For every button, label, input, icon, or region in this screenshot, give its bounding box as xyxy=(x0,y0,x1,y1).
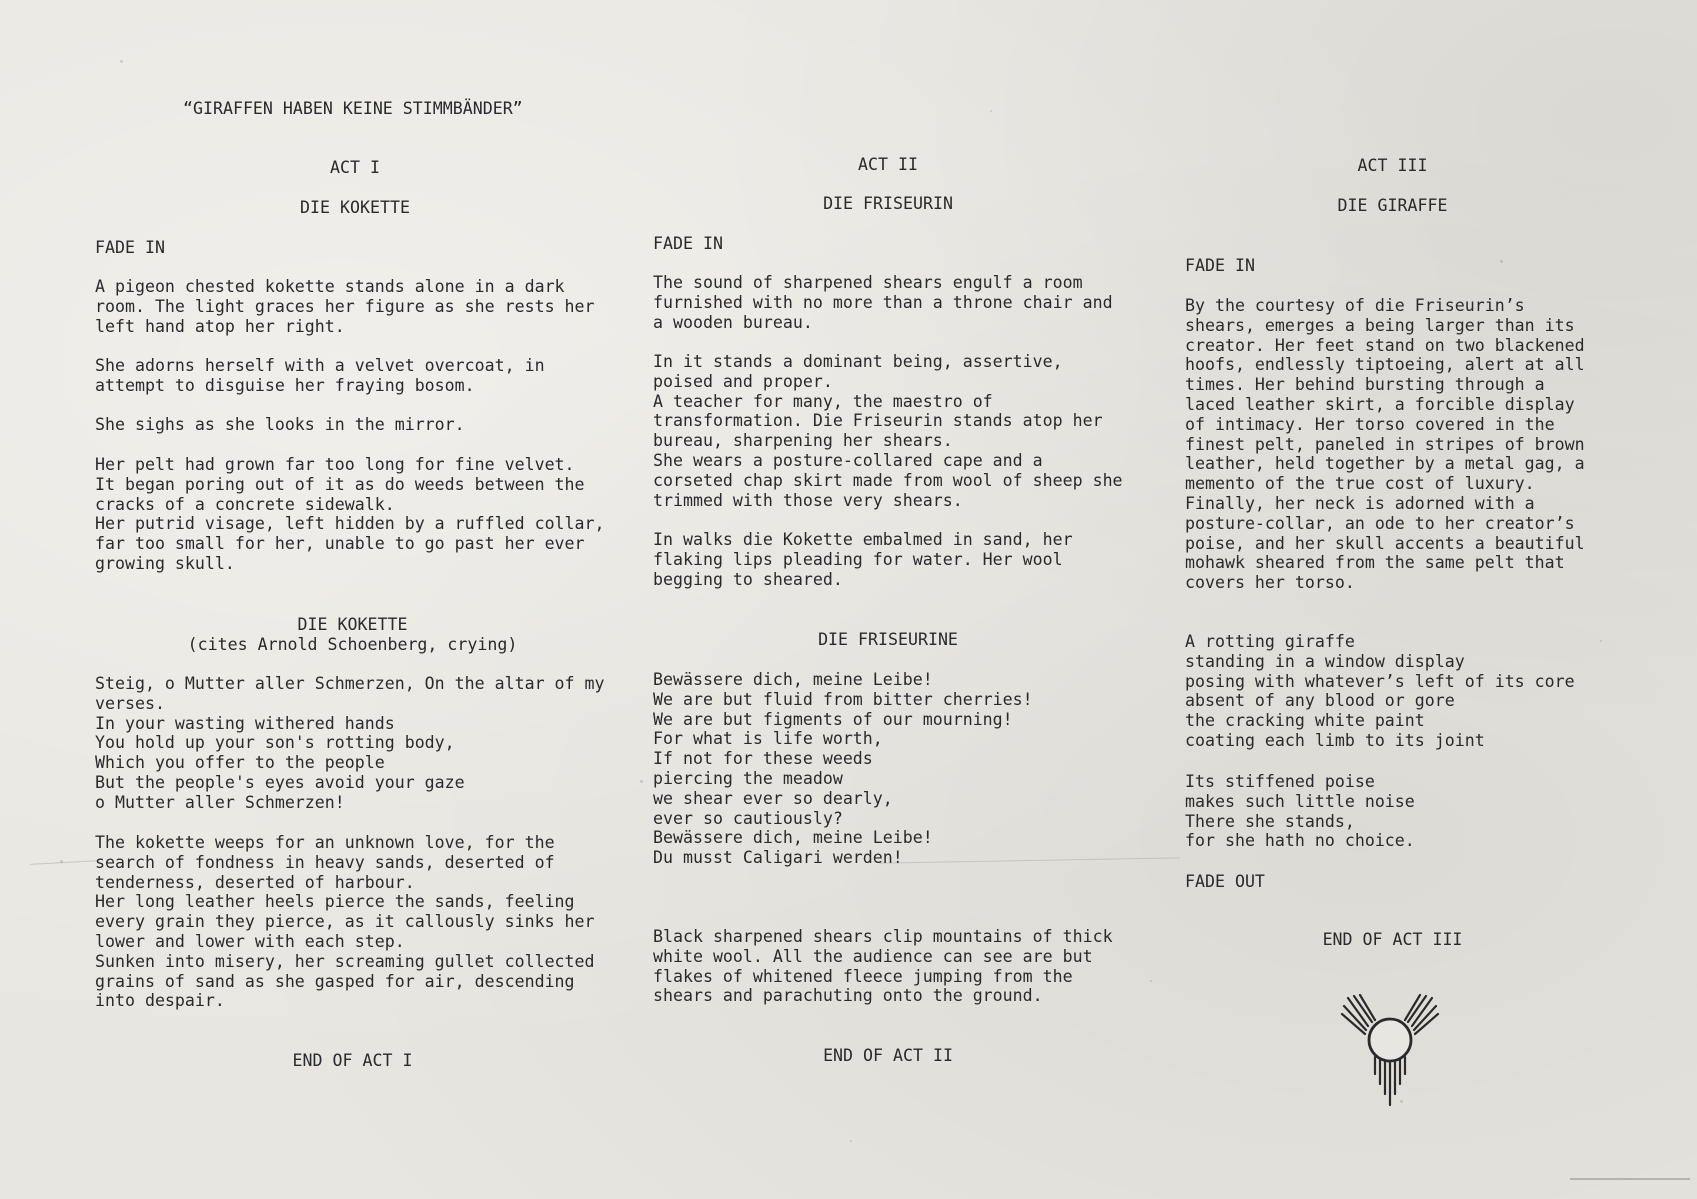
act2-paragraph-3: In walks die Kokette embalmed in sand, her flaking lips pleading for water. Her wool begging to sheared. xyxy=(653,530,1073,589)
act2-paragraph-2: In it stands a dominant being, assertive, poised and proper. A teacher for many, the maestro of transformation. Die Friseurin stands atop her bureau, sharpening her shears. She wears a posture-collared cape and a corseted chap skirt made from wool of sheep she trimmed with those very shears. xyxy=(653,352,1123,510)
document-title: “GIRAFFEN HABEN KEINE STIMMBÄNDER” xyxy=(183,99,523,118)
act3-heading: ACT III xyxy=(1357,156,1428,175)
act1-fade-in: FADE IN xyxy=(95,238,165,257)
act1-paragraph-2: She adorns herself with a velvet overcoat, in attempt to disguise her fraying bosom. xyxy=(95,356,545,395)
act2-heading: ACT II xyxy=(858,155,918,174)
act2-paragraph-1: The sound of sharpened shears engulf a room furnished with no more than a throne chair and a wooden bureau. xyxy=(653,273,1113,332)
act1-scene-title: DIE KOKETTE xyxy=(300,198,410,217)
act3-poem-1: A rotting giraffe standing in a window display posing with whatever’s left of its core absent of any blood or gore the cracking white paint coating each limb to its joint xyxy=(1185,632,1575,750)
act3-fade-in: FADE IN xyxy=(1185,256,1255,275)
act2-fade-in: FADE IN xyxy=(653,234,723,253)
act2-song: Bewässere dich, meine Leibe! We are but fluid from bitter cherries! We are but figments of our mourning! For what is life worth, If not for these weeds piercing the meadow we shear ever so dearly, ever so cautiously? Bewässere dich, meine Leibe! Du musst Caligari werden! xyxy=(653,670,1033,868)
act1-paragraph-3: She sighs as she looks in the mirror. xyxy=(95,415,465,434)
act3-fade-out: FADE OUT xyxy=(1185,872,1265,891)
act2-character-name: DIE FRISEURINE xyxy=(818,630,958,649)
act3-end: END OF ACT III xyxy=(1322,930,1463,949)
winged-sun-emblem-icon xyxy=(1340,990,1440,1110)
act2-end: END OF ACT II xyxy=(823,1046,953,1065)
act3-poem-2: Its stiffened poise makes such little noise There she stands, for she hath no choice. xyxy=(1185,772,1415,851)
act2-paragraph-4: Black sharpened shears clip mountains of thick white wool. All the audience can see are but flakes of whitened fleece jumping from the shears and parachuting onto the ground. xyxy=(653,927,1113,1006)
act3-paragraph-1: By the courtesy of die Friseurin’s shears, emerges a being larger than its creator. Her feet stand on two blackened hoofs, endlessly tiptoeing, alert at all times. Her behind bursting through a laced leather skirt, a forcible display of intimacy. Her torso covered in the finest pelt, paneled in stripes of brown leather, held together by a metal gag, a memento of the true cost of luxury. Finally, her neck is adorned with a posture-collar, an ode to her creator’s poise, and her skull accents a beautiful mohawk sheared from the same pelt that covers her torso. xyxy=(1185,296,1585,593)
act1-heading: ACT I xyxy=(330,158,380,177)
act1-paragraph-1: A pigeon chested kokette stands alone in a dark room. The light graces her figure as she rests her left hand atop her right. xyxy=(95,277,595,336)
act1-paragraph-4: Her pelt had grown far too long for fine velvet. It began poring out of it as do weeds between the cracks of a concrete sidewalk. Her putrid visage, left hidden by a ruffled collar, far too small for her, unable to go past her ever growing skull. xyxy=(95,455,605,573)
act1-end: END OF ACT I xyxy=(292,1051,413,1070)
act3-scene-title: DIE GIRAFFE xyxy=(1337,196,1448,215)
act2-scene-title: DIE FRISEURIN xyxy=(823,194,953,213)
act1-parenthetical: (cites Arnold Schoenberg, crying) xyxy=(187,635,518,654)
act1-song: Steig, o Mutter aller Schmerzen, On the altar of my verses. In your wasting withered hands You hold up your son's rotting body, Which you offer to the people But the people's eyes avoid your gaze o Mutter aller Schmerzen! xyxy=(95,674,605,812)
act1-character-name: DIE KOKETTE xyxy=(297,615,408,634)
act1-paragraph-5: The kokette weeps for an unknown love, for the search of fondness in heavy sands, deserted of tenderness, deserted of harbour. Her long leather heels pierce the sands, feeling every grain they pierce, as it callously sinks her lower and lower with each step. Sunken into misery, her screaming gullet collected grains of sand as she gasped for air, descending into despair. xyxy=(95,833,595,1011)
